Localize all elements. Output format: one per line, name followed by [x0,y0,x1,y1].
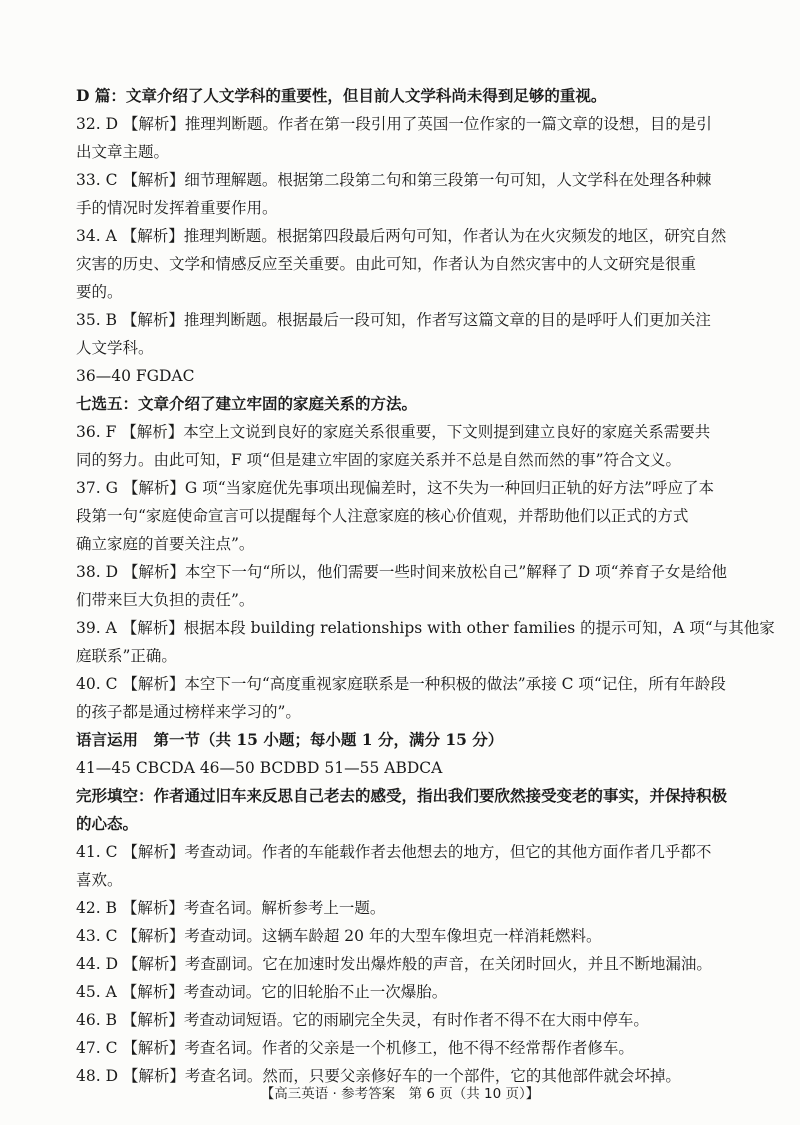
section-heading-cloze-cont: 的心态。 [76,814,139,833]
answer-32: 32. D 【解析】推理判断题。作者在第一段引用了英国一位作家的一篇文章的设想，目的是引 [76,115,712,133]
answer-39: 39. A 【解析】根据本段 building relationships with other families 的提示可知，A 项“与其他家 [76,619,775,637]
answer-43: 43. C 【解析】考查动词。这辆车龄超 20 年的大型车像坦克一样消耗燃料。 [76,927,602,945]
section-heading-cloze: 完形填空：作者通过旧车来反思自己老去的感受，指出我们要欣然接受变老的事实，并保持积极 [76,786,728,805]
answer-36-cont: 同的努力。由此可知，F 项“但是建立牢固的家庭关系并不总是自然而然的事”符合文义。 [76,451,682,469]
page-footer: 【高三英语 · 参考答案 第 6 页（共 10 页）】 [260,1086,540,1102]
answer-39-cont: 庭联系”正确。 [76,647,177,665]
answer-46: 46. B 【解析】考查动词短语。它的雨刷完全失灵，有时作者不得不在大雨中停车。 [76,1011,649,1029]
answer-40: 40. C 【解析】本空下一句“高度重视家庭联系是一种积极的做法”承接 C 项“记住，所有年龄段 [76,675,726,693]
answer-41: 41. C 【解析】考查动词。作者的车能载作者去他想去的地方，但它的其他方面作者几乎都不 [76,843,712,861]
answer-45: 45. A 【解析】考查动词。它的旧轮胎不止一次爆胎。 [76,983,448,1001]
section-heading-language-use: 语言运用 第一节（共 15 小题；每小题 1 分，满分 15 分） [76,730,504,749]
answer-33-cont: 手的情况时发挥着重要作用。 [76,199,278,217]
answer-44: 44. D 【解析】考查副词。它在加速时发出爆炸般的声音，在关闭时回火，并且不断地漏油。 [76,955,712,973]
section-heading-seven-choose-five: 七选五：文章介绍了建立牢固的家庭关系的方法。 [76,394,418,413]
answer-37-cont1: 段第一句“家庭使命宣言可以提醒每个人注意家庭的核心价值观，并帮助他们以正式的方式 [76,507,689,525]
answer-32-cont: 出文章主题。 [76,143,170,161]
answers-36-40: 36—40 FGDAC [76,367,195,385]
answer-34-cont1: 灾害的历史、文学和情感反应至关重要。由此可知，作者认为自然灾害中的人文研究是很重 [76,255,697,273]
answer-34-cont2: 要的。 [76,283,123,301]
answer-34: 34. A 【解析】推理判断题。根据第四段最后两句可知，作者认为在火灾频发的地区，研究自然 [76,227,727,245]
answer-38: 38. D 【解析】本空下一句“所以，他们需要一些时间来放松自己”解释了 D 项“养育子女是给他 [76,563,727,581]
answer-42: 42. B 【解析】考查名词。解析参考上一题。 [76,899,386,917]
answer-37-cont2: 确立家庭的首要关注点”。 [76,535,255,553]
answer-40-cont: 的孩子都是通过榜样来学习的”。 [76,703,301,721]
answer-33: 33. C 【解析】细节理解题。根据第二段第二句和第三段第一句可知，人文学科在处理各种棘 [76,171,712,189]
section-heading-d: D 篇：文章介绍了人文学科的重要性，但目前人文学科尚未得到足够的重视。 [76,86,607,105]
answer-key-body [76,82,775,1090]
answer-35: 35. B 【解析】推理判断题。根据最后一段可知，作者写这篇文章的目的是呼吁人们更加关注 [76,311,711,329]
answer-36: 36. F 【解析】本空上文说到良好的家庭关系很重要，下文则提到建立良好的家庭关系需要共 [76,423,711,441]
answers-41-55: 41—45 CBCDA 46—50 BCDBD 51—55 ABDCA [76,759,443,777]
answer-47: 47. C 【解析】考查名词。作者的父亲是一个机修工，他不得不经常帮作者修车。 [76,1039,634,1057]
answer-38-cont: 们带来巨大负担的责任”。 [76,591,255,609]
answer-48: 48. D 【解析】考查名词。然而，只要父亲修好车的一个部件，它的其他部件就会坏掉。 [76,1067,681,1085]
answer-37: 37. G 【解析】G 项“当家庭优先事项出现偏差时，这不失为一种回归正轨的好方法”呼应了本 [76,479,715,497]
answer-35-cont: 人文学科。 [76,339,154,357]
answer-41-cont: 喜欢。 [76,871,123,889]
